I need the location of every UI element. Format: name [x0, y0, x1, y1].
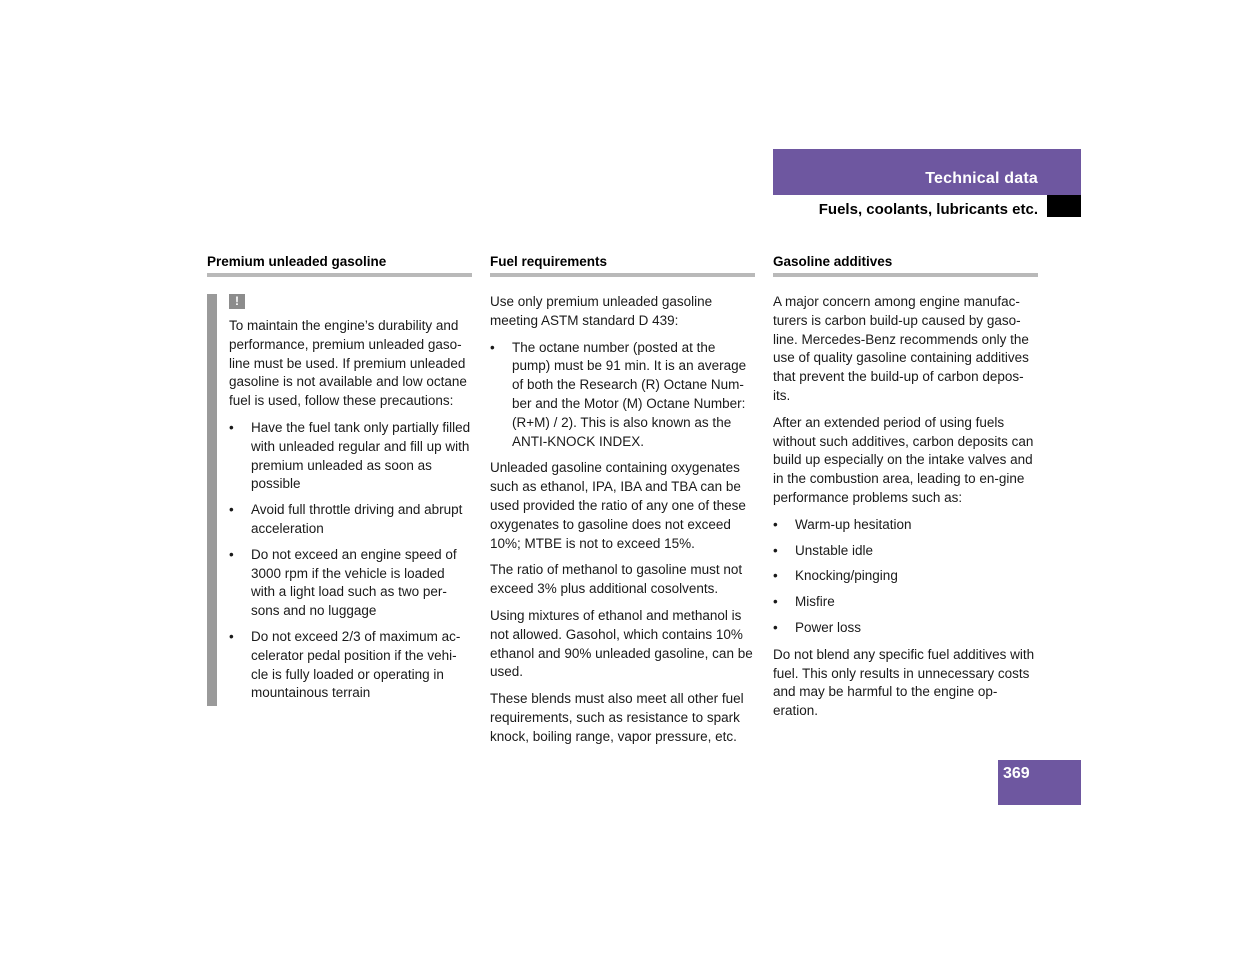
- list-item: • Avoid full throttle driving and abrupt acceleration: [229, 502, 463, 536]
- paragraph: Do not blend any specific fuel additives with fuel. This only results in unnecessary costs and may be harmful to the engine op-eration.: [773, 646, 1035, 719]
- bullet-icon: •: [490, 339, 495, 355]
- paragraph: A major concern among engine manufac-turers is carbon build-up caused by gaso-line. Mercedes-Benz recommends only the use of quality gasoline containing additives that prevent the build-up of carbon depos-its.: [773, 294, 1029, 403]
- chapter-tab-marker: [1047, 195, 1081, 217]
- precautions-list: [229, 419, 472, 703]
- bullet-icon: •: [773, 542, 778, 558]
- column-premium-unleaded: [207, 254, 472, 711]
- bullet-icon: •: [229, 419, 234, 435]
- paragraph: Unleaded gasoline containing oxygenates such as ethanol, IPA, IBA and TBA can be used provided the ratio of any one of these oxygenates to gasoline does not exceed 10%; MTBE is not to exceed 15%.: [490, 460, 746, 551]
- bullet-icon: •: [773, 619, 778, 635]
- list-item: • Do not exceed 2/3 of maximum ac-celerator pedal position if the vehi-cle is fully loaded or operating in mountainous terrain: [229, 628, 461, 701]
- warning-bar: [207, 294, 217, 706]
- requirements-list: [490, 339, 755, 452]
- bullet-icon: •: [229, 628, 234, 644]
- column-heading: Fuel requirements: [490, 254, 755, 277]
- list-item: • The octane number (posted at the pump) must be 91 min. It is an average of both the Research (R) Octane Num-ber and the Motor (M) Octane Number: (R+M) / 2). This is also known as the ANTI-KNOCK INDEX.: [490, 339, 747, 449]
- paragraph: Use only premium unleaded gasoline meeting ASTM standard D 439:: [490, 294, 713, 328]
- list-item: • Unstable idle: [773, 542, 1038, 561]
- column-fuel-requirements: [490, 254, 755, 755]
- section-title: Technical data: [925, 170, 1038, 187]
- paragraph: After an extended period of using fuels without such additives, carbon deposits can build up especially on the intake valves and in the combustion area, leading to en-gine performance problems such as:: [773, 414, 1034, 505]
- list-item: • Warm-up hesitation: [773, 516, 1038, 535]
- list-item: • Knocking/pinging: [773, 567, 1038, 586]
- exclamation-icon: !: [229, 294, 245, 309]
- list-item: • Do not exceed an engine speed of 3000 rpm if the vehicle is loaded with a light load such as two per-sons and no luggage: [229, 546, 457, 619]
- warning-box: [207, 294, 472, 703]
- column-gasoline-additives: [773, 254, 1038, 729]
- bullet-icon: •: [229, 546, 234, 562]
- page-number: 369: [1003, 765, 1030, 782]
- list-item: • Have the fuel tank only partially filled with unleaded regular and fill up with premium unleaded as soon as possible: [229, 419, 471, 492]
- bullet-icon: •: [229, 502, 234, 518]
- bullet-icon: •: [773, 594, 778, 610]
- bullet-icon: •: [773, 516, 778, 532]
- problems-list: [773, 516, 1038, 638]
- list-item: • Misfire: [773, 593, 1038, 612]
- paragraph: These blends must also meet all other fuel requirements, such as resistance to spark knock, boiling range, vapor pressure, etc.: [490, 691, 744, 744]
- bullet-icon: •: [773, 568, 778, 584]
- paragraph: The ratio of methanol to gasoline must not exceed 3% plus additional cosolvents.: [490, 562, 743, 597]
- column-heading: Premium unleaded gasoline: [207, 254, 472, 277]
- subsection-title: Fuels, coolants, lubricants etc.: [818, 201, 1038, 218]
- paragraph: Using mixtures of ethanol and methanol is not allowed. Gasohol, which contains 10% ethanol and 90% unleaded gasoline, can be used.: [490, 607, 753, 680]
- list-item: • Power loss: [773, 619, 1038, 638]
- column-heading: Gasoline additives: [773, 254, 1038, 277]
- warning-intro: To maintain the engine’s durability and performance, premium unleaded gaso-line must be used. If premium unleaded gasoline is not available and low octane fuel is used, follow these precautions:: [229, 318, 467, 409]
